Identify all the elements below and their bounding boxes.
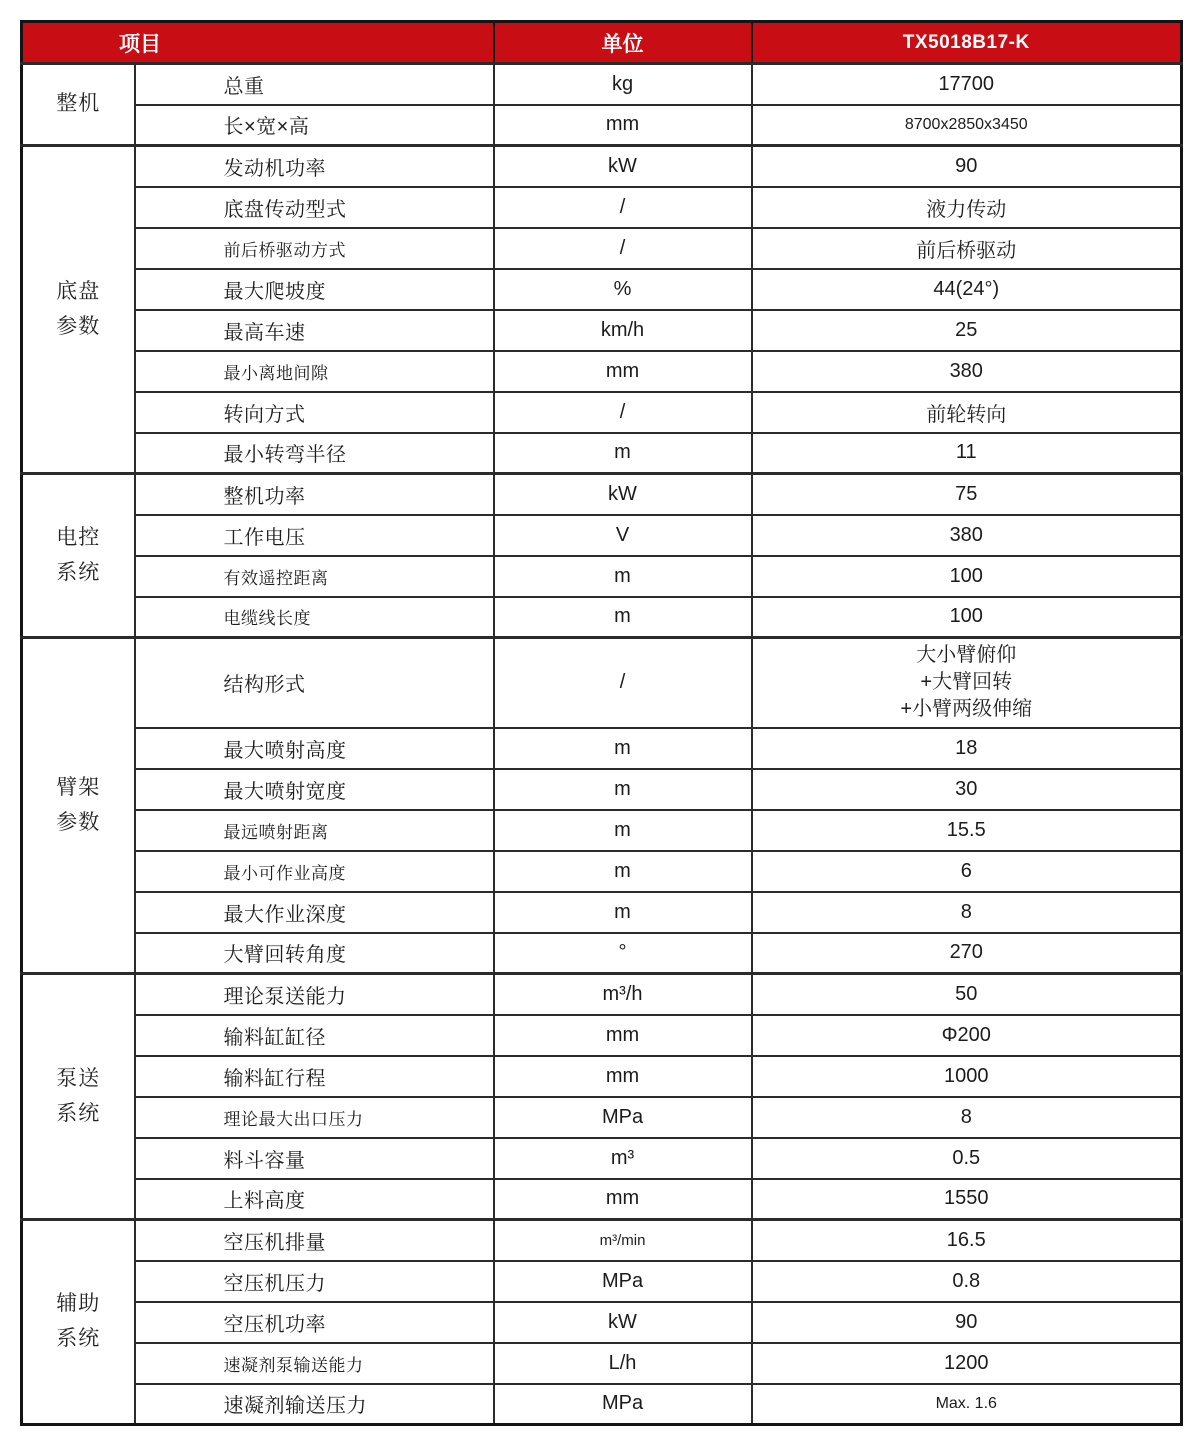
table-row — [22, 515, 1182, 556]
spec-value: 15.5 — [752, 810, 1182, 851]
table-row — [22, 1220, 1182, 1261]
item-label: 工作电压 — [135, 515, 494, 556]
spec-value: 液力传动 — [752, 187, 1182, 228]
table-row — [22, 1343, 1182, 1384]
spec-value: 前轮转向 — [752, 392, 1182, 433]
item-label: 最小转弯半径 — [135, 433, 494, 474]
spec-value: 75 — [752, 474, 1182, 515]
item-label: 最大喷射高度 — [135, 728, 494, 769]
spec-value-line: +小臂两级伸缩 — [900, 698, 1033, 721]
table-row — [22, 1261, 1182, 1302]
table-row — [22, 556, 1182, 597]
group-label-line: 参数 — [56, 314, 101, 338]
unit-value: kW — [494, 146, 752, 187]
unit-value: ° — [494, 933, 752, 974]
item-label: 空压机排量 — [135, 1220, 494, 1261]
unit-value: m — [494, 728, 752, 769]
table-row — [22, 269, 1182, 310]
table-row — [22, 1097, 1182, 1138]
group-label-line: 系统 — [56, 1101, 101, 1125]
table-row — [22, 146, 1182, 187]
spec-value: 1550 — [752, 1179, 1182, 1220]
spec-table — [20, 20, 1183, 1426]
table-row — [22, 597, 1182, 638]
spec-value: 100 — [752, 597, 1182, 638]
table-row — [22, 351, 1182, 392]
table-row — [22, 851, 1182, 892]
unit-value: m³/h — [494, 974, 752, 1015]
unit-value: m³ — [494, 1138, 752, 1179]
spec-value: 8700x2850x3450 — [752, 105, 1182, 146]
header-row — [22, 22, 1182, 64]
spec-value: 0.8 — [752, 1261, 1182, 1302]
table-row — [22, 638, 1182, 728]
item-label: 最大作业深度 — [135, 892, 494, 933]
unit-value: V — [494, 515, 752, 556]
unit-value: / — [494, 392, 752, 433]
unit-value: / — [494, 187, 752, 228]
table-row — [22, 933, 1182, 974]
group-label-line: 泵送 — [56, 1066, 101, 1090]
spec-value: Φ200 — [752, 1015, 1182, 1056]
unit-value: m — [494, 851, 752, 892]
group-label-line: 臂架 — [56, 775, 101, 799]
unit-value: MPa — [494, 1261, 752, 1302]
unit-value: m³/min — [494, 1220, 752, 1261]
group-label-line: 整机 — [56, 92, 101, 116]
unit-value: m — [494, 892, 752, 933]
item-label: 输料缸缸径 — [135, 1015, 494, 1056]
item-label: 最大喷射宽度 — [135, 769, 494, 810]
group-label-line: 参数 — [56, 810, 101, 834]
spec-value: Max. 1.6 — [752, 1384, 1182, 1425]
item-label: 最小离地间隙 — [135, 351, 494, 392]
spec-value: 6 — [752, 851, 1182, 892]
spec-value: 44(24°) — [752, 269, 1182, 310]
item-label: 上料高度 — [135, 1179, 494, 1220]
spec-value-line: +大臂回转 — [920, 671, 1013, 694]
unit-value: mm — [494, 105, 752, 146]
spec-table-body — [22, 64, 1182, 1425]
item-label: 总重 — [135, 64, 494, 105]
item-label: 输料缸行程 — [135, 1056, 494, 1097]
spec-table-header — [22, 22, 1182, 64]
spec-value-line: 大小臂俯仰 — [916, 644, 1017, 667]
unit-value: MPa — [494, 1384, 752, 1425]
table-row — [22, 769, 1182, 810]
item-label: 整机功率 — [135, 474, 494, 515]
unit-value: MPa — [494, 1097, 752, 1138]
item-label: 空压机功率 — [135, 1302, 494, 1343]
unit-value: kg — [494, 64, 752, 105]
spec-table-wrap — [20, 20, 1180, 1426]
item-label: 前后桥驱动方式 — [135, 228, 494, 269]
item-label: 最小可作业高度 — [135, 851, 494, 892]
item-label: 电缆线长度 — [135, 597, 494, 638]
unit-value: mm — [494, 1015, 752, 1056]
item-label: 理论泵送能力 — [135, 974, 494, 1015]
unit-value: kW — [494, 1302, 752, 1343]
table-row — [22, 392, 1182, 433]
table-row — [22, 64, 1182, 105]
table-row — [22, 1384, 1182, 1425]
table-row — [22, 1015, 1182, 1056]
table-row — [22, 1302, 1182, 1343]
spec-value: 8 — [752, 1097, 1182, 1138]
item-label: 最高车速 — [135, 310, 494, 351]
unit-value: % — [494, 269, 752, 310]
header-unit: 单位 — [494, 22, 752, 64]
unit-value: mm — [494, 351, 752, 392]
unit-value: L/h — [494, 1343, 752, 1384]
item-label: 理论最大出口压力 — [135, 1097, 494, 1138]
spec-value: 270 — [752, 933, 1182, 974]
item-label: 转向方式 — [135, 392, 494, 433]
item-label: 底盘传动型式 — [135, 187, 494, 228]
unit-value: kW — [494, 474, 752, 515]
spec-value: 前后桥驱动 — [752, 228, 1182, 269]
group-label-line: 系统 — [56, 560, 101, 584]
group-label-line: 电控 — [56, 525, 101, 549]
unit-value: m — [494, 769, 752, 810]
spec-value: 25 — [752, 310, 1182, 351]
group-label-line: 辅助 — [56, 1292, 101, 1316]
item-label: 发动机功率 — [135, 146, 494, 187]
item-label: 速凝剂泵输送能力 — [135, 1343, 494, 1384]
item-label: 结构形式 — [135, 638, 494, 728]
unit-value: m — [494, 810, 752, 851]
spec-value: 90 — [752, 146, 1182, 187]
table-row — [22, 728, 1182, 769]
item-label: 大臂回转角度 — [135, 933, 494, 974]
spec-value: 100 — [752, 556, 1182, 597]
item-label: 长×宽×高 — [135, 105, 494, 146]
table-row — [22, 974, 1182, 1015]
spec-value: 50 — [752, 974, 1182, 1015]
item-label: 有效遥控距离 — [135, 556, 494, 597]
group-label-line: 系统 — [56, 1327, 101, 1350]
spec-value: 8 — [752, 892, 1182, 933]
table-row — [22, 1179, 1182, 1220]
spec-value: 18 — [752, 728, 1182, 769]
item-label: 空压机压力 — [135, 1261, 494, 1302]
header-item: 项目 — [22, 22, 494, 64]
table-row — [22, 1056, 1182, 1097]
spec-value: 17700 — [752, 64, 1182, 105]
spec-value: 1200 — [752, 1343, 1182, 1384]
group-label — [22, 474, 135, 638]
spec-value — [752, 638, 1182, 728]
unit-value: / — [494, 228, 752, 269]
spec-value: 11 — [752, 433, 1182, 474]
unit-value: / — [494, 638, 752, 728]
spec-value: 380 — [752, 351, 1182, 392]
group-label — [22, 638, 135, 974]
item-label: 最大爬坡度 — [135, 269, 494, 310]
table-row — [22, 228, 1182, 269]
group-label — [22, 974, 135, 1220]
table-row — [22, 810, 1182, 851]
table-row — [22, 474, 1182, 515]
spec-value: 380 — [752, 515, 1182, 556]
table-row — [22, 105, 1182, 146]
group-label — [22, 64, 135, 146]
table-row — [22, 892, 1182, 933]
unit-value: m — [494, 597, 752, 638]
group-label — [22, 1220, 135, 1425]
spec-value: 90 — [752, 1302, 1182, 1343]
unit-value: mm — [494, 1056, 752, 1097]
spec-value: 16.5 — [752, 1220, 1182, 1261]
group-label — [22, 146, 135, 474]
item-label: 料斗容量 — [135, 1138, 494, 1179]
table-row — [22, 187, 1182, 228]
header-model: TX5018B17-K — [752, 22, 1182, 64]
table-row — [22, 310, 1182, 351]
table-row — [22, 433, 1182, 474]
item-label: 速凝剂输送压力 — [135, 1384, 494, 1425]
unit-value: km/h — [494, 310, 752, 351]
spec-value: 0.5 — [752, 1138, 1182, 1179]
table-row — [22, 1138, 1182, 1179]
item-label: 最远喷射距离 — [135, 810, 494, 851]
spec-value: 30 — [752, 769, 1182, 810]
group-label-line: 底盘 — [56, 279, 101, 303]
unit-value: m — [494, 556, 752, 597]
unit-value: mm — [494, 1179, 752, 1220]
spec-value: 1000 — [752, 1056, 1182, 1097]
unit-value: m — [494, 433, 752, 474]
